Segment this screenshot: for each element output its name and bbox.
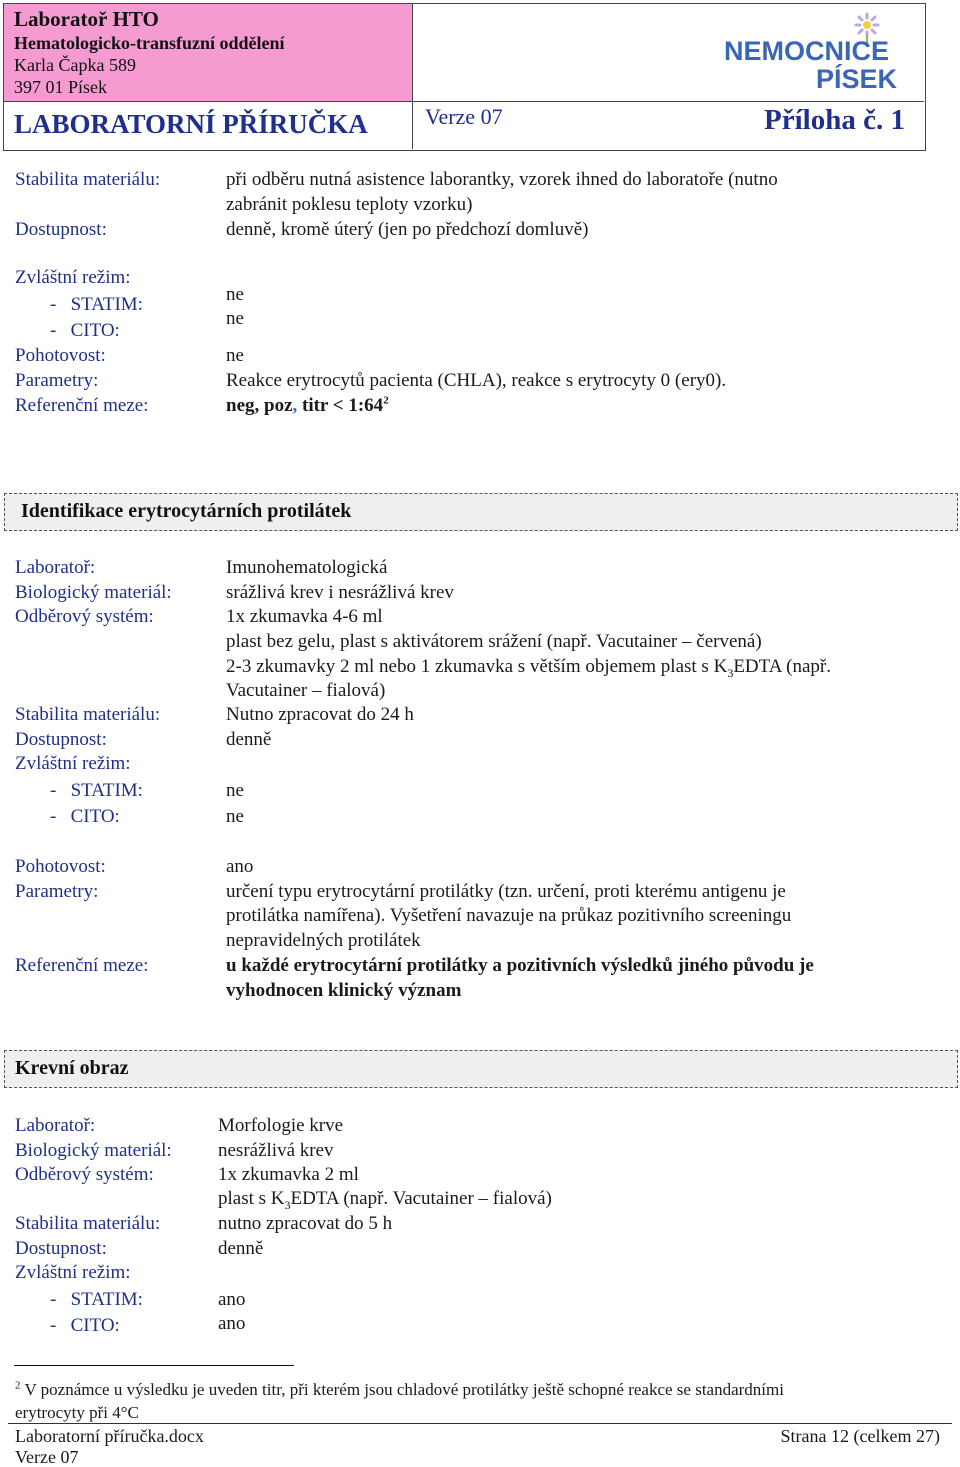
label-zvlastni-rezim: Zvláštní režim:: [15, 753, 131, 774]
section-heading-krevni-obraz: [4, 1050, 958, 1088]
value-referencni-meze: neg, poz, titr < $1:64^2$: [226, 394, 389, 416]
label-cito: - CITO:: [50, 320, 120, 341]
value-dostupnost: denně: [218, 1238, 264, 1259]
label-dostupnost: Dostupnost:: [15, 1238, 107, 1259]
value-stabilita-1: při odběru nutná asistence laborantky, vzorek ihned do laboratoře (nutno: [226, 169, 778, 190]
value-cito: ne: [226, 308, 244, 329]
label-stabilita: Stabilita materiálu:: [15, 169, 161, 190]
footnote-text-1: $^2$ V poznámce u výsledku je uveden titr, při kterém jsou chladové protilátky ještě schopné reakce se standardními: [15, 1379, 784, 1399]
label-zvlastni-rezim: Zvláštní režim:: [15, 267, 131, 288]
department-name: Hematologicko-transfuzní oddělení: [14, 33, 285, 53]
section-title: Krevní obraz: [15, 1057, 129, 1079]
annex-label: Příloha č. 1: [764, 104, 905, 136]
value-odberovy-system-1: 1x zkumavka 2 ml: [218, 1164, 359, 1185]
label-zvlastni-rezim: Zvláštní režim:: [15, 1262, 131, 1283]
logo-text-nemocnice: NEMOCNICE: [724, 36, 890, 66]
label-cito: - CITO:: [50, 1315, 120, 1336]
header-address-block: [4, 4, 412, 102]
value-pohotovost: ano: [226, 856, 254, 877]
label-statim: - STATIM:: [50, 1289, 143, 1310]
label-biologicky-material: Biologický materiál:: [15, 1140, 172, 1161]
value-stabilita: Nutno zpracovat do 24 h: [226, 704, 414, 725]
footer-filename: Laboratorní příručka.docx: [15, 1426, 204, 1446]
value-statim: ne: [226, 780, 244, 801]
footnote-number: 2: [15, 1379, 21, 1392]
value-referencni-meze-2: vyhodnocen klinický význam: [226, 980, 462, 1001]
value-stabilita: nutno zpracovat do 5 h: [218, 1213, 393, 1234]
label-referencni-meze: Referenční meze:: [15, 955, 149, 976]
label-pohotovost: Pohotovost:: [15, 345, 106, 366]
value-laborator: Morfologie krve: [218, 1115, 344, 1136]
footer-page-number: Strana 12 (celkem 27): [780, 1426, 940, 1446]
footer-version: Verze 07: [15, 1447, 79, 1467]
footer-rule: [8, 1423, 952, 1424]
value-dostupnost: denně, kromě úterý (jen po předchozí domluvě): [226, 219, 589, 240]
label-cito: - CITO:: [50, 806, 120, 827]
value-cito: ne: [226, 806, 244, 827]
label-statim: - STATIM:: [50, 780, 143, 801]
value-cito: ano: [218, 1313, 246, 1334]
header-divider-vertical: [412, 4, 413, 149]
label-odberovy-system: Odběrový systém:: [15, 606, 154, 627]
hospital-logo: [720, 12, 920, 96]
value-biologicky-material: srážlivá krev i nesrážlivá krev: [226, 582, 454, 603]
value-odberovy-system-2: plast bez gelu, plast s aktivátorem srážení (např. Vacutainer – červená): [226, 631, 762, 652]
label-laborator: Laboratoř:: [15, 557, 96, 578]
logo-text-pisek: PÍSEK: [816, 64, 898, 94]
value-odberovy-system-2: plast s $K_3EDTA$ (např. Vacutainer – fialová): [218, 1188, 552, 1212]
value-pohotovost: ne: [226, 345, 244, 366]
version-label: Verze 07: [425, 104, 503, 129]
label-statim: - STATIM:: [50, 294, 143, 315]
value-referencni-meze-1: u každé erytrocytární protilátky a pozitivních výsledků jiného původu je: [226, 955, 814, 976]
label-laborator: Laboratoř:: [15, 1115, 96, 1136]
label-dostupnost: Dostupnost:: [15, 729, 107, 750]
value-parametry: Reakce erytrocytů pacienta (CHLA), reakce s erytrocyty 0 (ery0).: [226, 370, 727, 391]
value-odberovy-system-4: Vacutainer – fialová): [226, 680, 386, 701]
label-odberovy-system: Odběrový systém:: [15, 1164, 154, 1185]
label-dostupnost: Dostupnost:: [15, 219, 107, 240]
label-stabilita: Stabilita materiálu:: [15, 704, 161, 725]
label-referencni-meze: Referenční meze:: [15, 395, 149, 416]
value-odberovy-system-1: 1x zkumavka 4-6 ml: [226, 606, 383, 627]
label-parametry: Parametry:: [15, 881, 99, 902]
value-dostupnost: denně: [226, 729, 272, 750]
value-laborator: Imunohematologická: [226, 557, 388, 578]
value-statim: ne: [226, 284, 244, 305]
lab-name: Laboratoř HTO: [14, 7, 159, 31]
city-address: 397 01 Písek: [14, 77, 108, 97]
value-statim: ano: [218, 1289, 246, 1310]
section-title: Identifikace erytrocytárních protilátek: [21, 500, 352, 522]
header-divider-horizontal: [4, 101, 924, 102]
label-pohotovost: Pohotovost:: [15, 856, 106, 877]
section-heading-identifikace: [4, 493, 958, 531]
street-address: Karla Čapka 589: [14, 55, 136, 75]
value-parametry-1: určení typu erytrocytární protilátky (tzn. určení, proti kterému antigenu je: [226, 881, 786, 902]
label-biologicky-material: Biologický materiál:: [15, 582, 172, 603]
footnote-text-2: erytrocyty při 4°C: [15, 1403, 139, 1422]
footnote-separator: [14, 1365, 294, 1366]
value-parametry-3: nepravidelných protilátek: [226, 930, 421, 951]
value-parametry-2: protilátka namířena). Vyšetření navazuje na průkaz pozitivního screeningu: [226, 905, 792, 926]
value-biologicky-material: nesrážlivá krev: [218, 1140, 334, 1161]
footnote-ref: 2: [383, 394, 389, 407]
label-parametry: Parametry:: [15, 370, 99, 391]
value-odberovy-system-3: 2-3 zkumavky 2 ml nebo 1 zkumavka s větším objemem plast s $K_3EDTA$ (např.: [226, 656, 831, 680]
value-stabilita-2: zabránit poklesu teploty vzorku): [226, 194, 473, 215]
document-title: LABORATORNÍ PŘÍRUČKA: [14, 109, 368, 139]
label-stabilita: Stabilita materiálu:: [15, 1213, 161, 1234]
